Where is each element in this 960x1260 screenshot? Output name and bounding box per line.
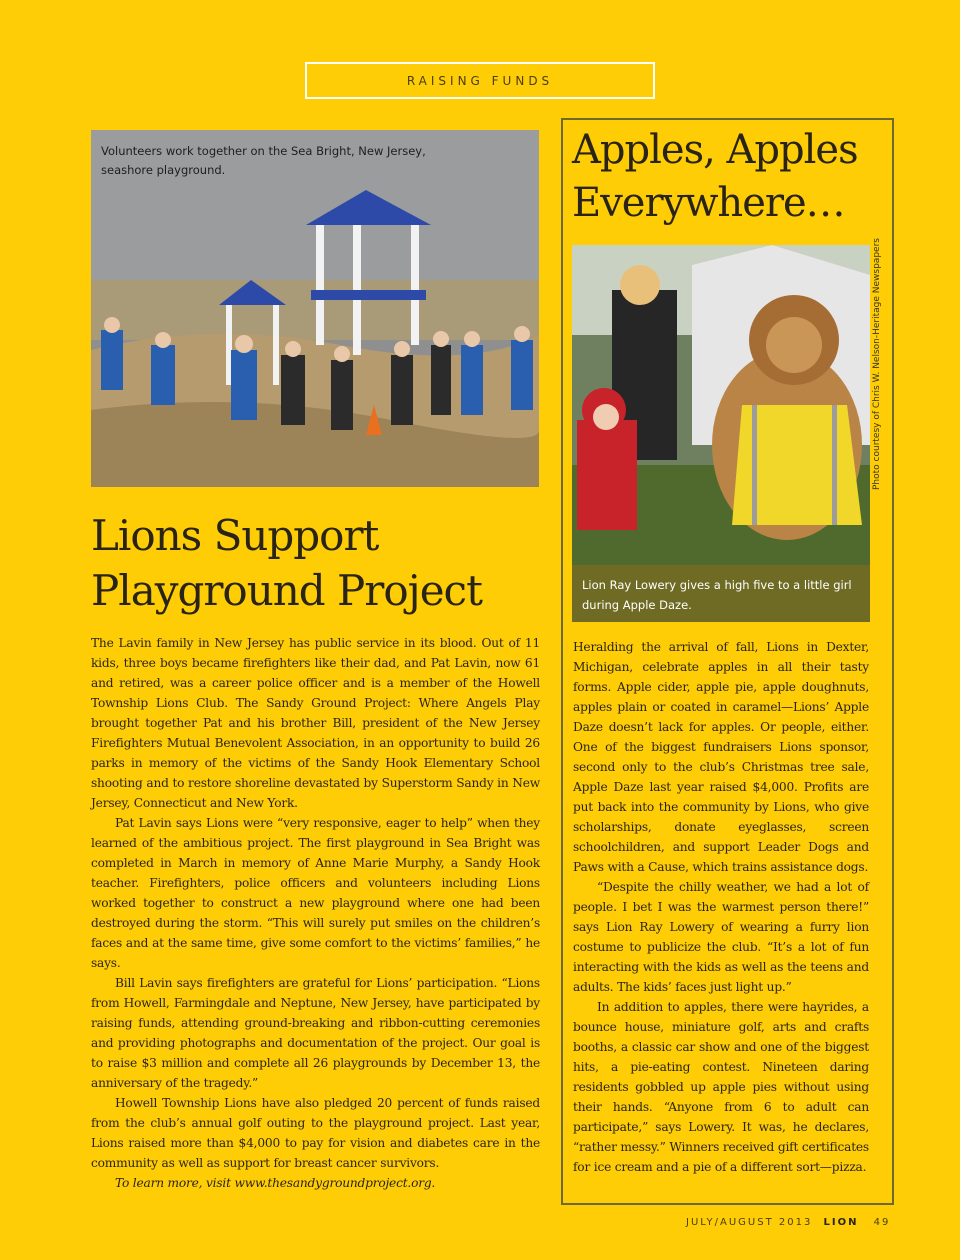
right-paragraph: Heralding the arrival of fall, Lions in Dexter, Michigan, celebrate apples in all their tasty forms. Apple cider, apple pie, apple doughnuts, apples plain or coated in caramel—Lions’ Apple Daze doesn’t lack for apples. Or people, either. One of the biggest fundraisers Lions sponsor, second only to the club’s Christmas tree sale, Apple Daze last year raised $4,000. Profits are put back into the community by Lions, who give scholarships, donate eyeglasses, screen schoolchildren, and support Leader Dogs and Paws with a Cause, which trains assistance dogs. (573, 640, 869, 874)
page-footer (686, 1217, 902, 1228)
apple-daze-photo (572, 245, 870, 565)
right-paragraph: “Despite the chilly weather, we had a lot of people. I bet I was the warmest person there!” says Lion Ray Lowery of wearing a furry lion costume to publicize the club. “It’s a lot of fun interacting with the kids as well as the teens and adults. The kids’ faces just light up.” (573, 880, 869, 994)
magazine-name: LION (823, 1217, 859, 1228)
left-paragraph: Howell Township Lions have also pledged 20 percent of funds raised from the club’s annual golf outing to the playground project. Last year, Lions raised more than $4,000 to pay for vision and diabetes care in the community as well as support for breast cancer survivors. (91, 1096, 540, 1170)
left-paragraph: The Lavin family in New Jersey has public service in its blood. Out of 11 kids, three boys became firefighters like their dad, and Pat Lavin, now 61 and retired, was a career police officer and is a member of the Howell Township Lions Club. The Sandy Ground Project: Where Angels Play brought together Pat and his brother Bill, president of the New Jersey Firefighters Mutual Benevolent Association, in an opportunity to build 26 parks in memory of the victims of the Sandy Hook Elementary School shooting and to restore shoreline devastated by Superstorm Sandy in New Jersey, Connecticut and New York. (91, 636, 540, 810)
right-headline-line2: Everywhere… (572, 180, 845, 226)
left-headline (91, 508, 551, 618)
issue-date: JULY/AUGUST 2013 (686, 1217, 813, 1228)
playground-photo-image (91, 130, 539, 487)
apple-daze-photo-image (572, 245, 870, 565)
right-paragraph: In addition to apples, there were hayrides, a bounce house, miniature golf, arts and crafts booths, a classic car show and one of the biggest hits, a pie-eating contest. Nineteen daring residents gobbled up apple pies without using their hands. “Anyone from 6 to adult can participate,” says Lowery. It was, he declares, “rather messy.” Winners received gift certificates for ice cream and a pie of a different sort—pizza. (573, 1000, 869, 1174)
photo-credit: Photo courtesy of Chris W. Nelson-Heritage Newspapers (872, 238, 882, 490)
playground-photo-caption: Volunteers work together on the Sea Bright, New Jersey, seashore playground. (101, 144, 426, 177)
right-headline (572, 124, 892, 230)
left-paragraph: Pat Lavin says Lions were “very responsive, eager to help” when they learned of the ambitious project. The first playground in Sea Bright was completed in March in memory of Anne Marie Murphy, a Sandy Hook teacher. Firefighters, police officers and volunteers including Lions worked together to construct a new playground where one had been destroyed during the storm. “This will surely put smiles on the children’s faces and at the same time, give some comfort to the victims’ families,” he says. (91, 816, 540, 970)
left-headline-line2: Playground Project (91, 566, 482, 615)
left-article-note: To learn more, visit www.thesandygroundproject.org. (115, 1176, 436, 1190)
playground-photo (91, 130, 539, 487)
left-article-body (91, 633, 540, 1193)
section-label: RAISING FUNDS (305, 62, 655, 99)
apple-daze-photo-caption: Lion Ray Lowery gives a high five to a little girl during Apple Daze. (572, 565, 870, 622)
page-number: 49 (873, 1217, 891, 1228)
right-article-body (573, 637, 869, 1177)
left-headline-line1: Lions Support (91, 511, 379, 560)
right-headline-line1: Apples, Apples (572, 127, 858, 173)
left-paragraph: Bill Lavin says firefighters are grateful for Lions’ participation. “Lions from Howell, Farmingdale and Neptune, New Jersey, have participated by raising funds, attending ground-breaking and ribbon-cutting ceremonies and providing photographs and documentation of the project. Our goal is to raise $3 million and complete all 26 playgrounds by December 13, the anniversary of the tragedy.” (91, 976, 540, 1090)
